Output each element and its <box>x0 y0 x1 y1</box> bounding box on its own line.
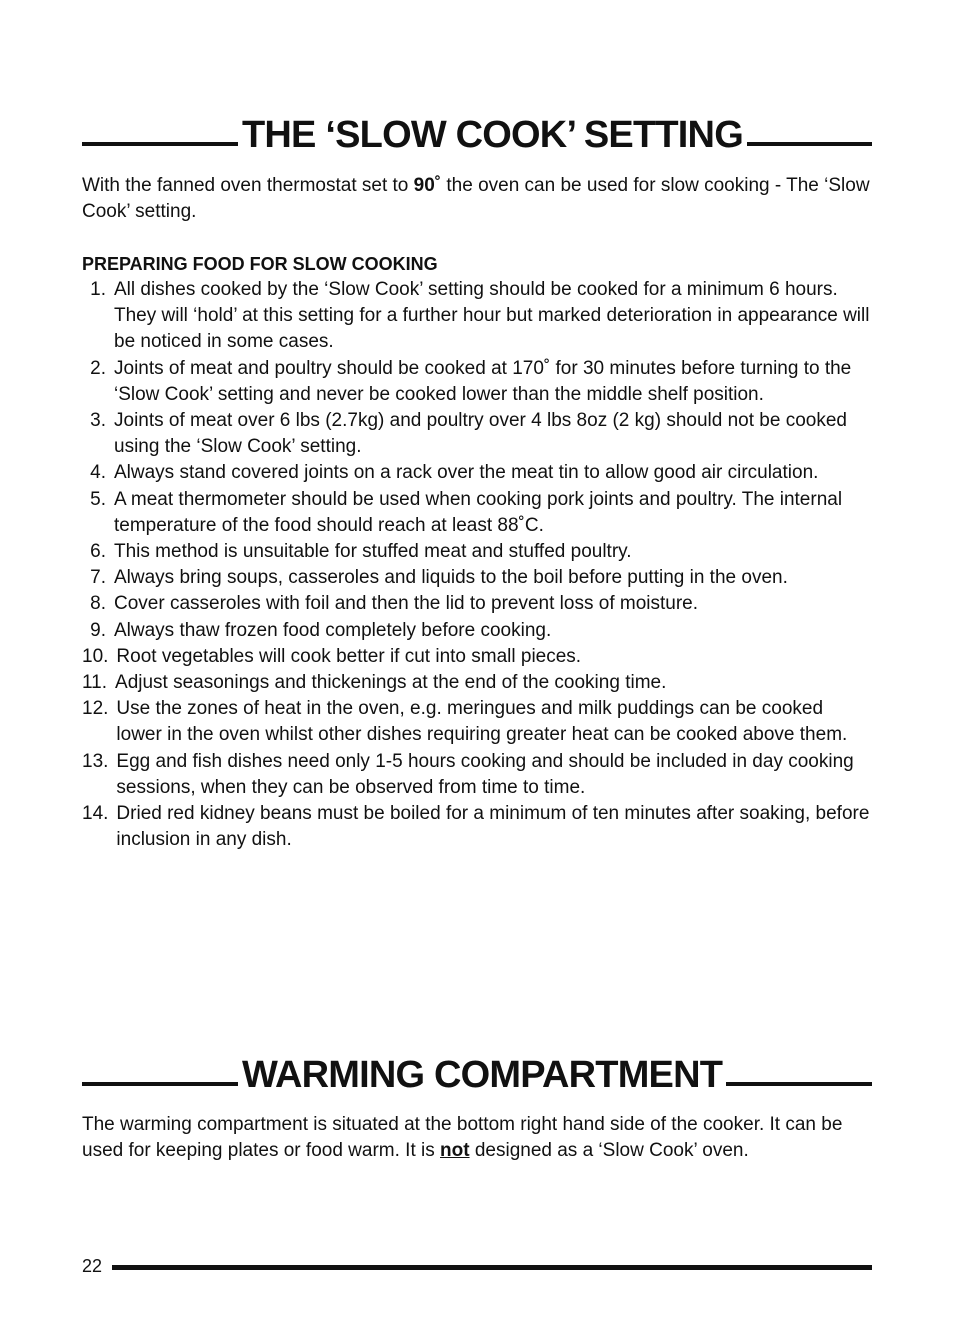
list-item <box>82 670 872 696</box>
list-item-number: 8. <box>90 593 106 615</box>
list-item <box>82 487 872 539</box>
warming-text-after: designed as a ‘Slow Cook’ oven. <box>469 1140 749 1161</box>
section-heading-warming <box>82 1045 872 1105</box>
list-item <box>82 408 872 460</box>
list-item-text: A meat thermometer should be used when cooking pork joints and poultry. The internal temperature of the food should reach at least 88˚C. <box>114 488 843 536</box>
list-item-text: Dried red kidney beans must be boiled for a minimum of ten minutes after soaking, before inclusion in any dish. <box>116 803 870 851</box>
section-heading-slow-cook <box>82 105 872 165</box>
intro-temperature: 90˚ <box>413 175 442 196</box>
list-item <box>82 277 872 356</box>
list-item-text: Use the zones of heat in the oven, e.g. meringues and milk puddings can be cooked lower in the oven whilst other dishes requiring greater heat can be cooked above them. <box>116 698 848 746</box>
heading-rule-left <box>82 142 238 146</box>
list-item <box>82 696 872 748</box>
page-footer <box>82 1253 872 1279</box>
list-item <box>82 618 872 644</box>
slow-cook-intro <box>82 173 874 225</box>
list-item-number: 6. <box>90 541 106 563</box>
list-item-number: 1. <box>90 279 106 300</box>
list-item-number: 7. <box>90 567 106 589</box>
list-item-number: 2. <box>90 357 106 379</box>
heading-rule-right <box>726 1082 872 1086</box>
list-item-number: 10. <box>82 645 109 667</box>
list-item-number: 3. <box>90 410 106 432</box>
heading-rule-right <box>747 142 872 146</box>
list-item-text: Joints of meat over 6 lbs (2.7kg) and poultry over 4 lbs 8oz (2 kg) should not be cooked using the ‘Slow Cook’ setting. <box>114 410 847 458</box>
page-number: 22 <box>82 1255 103 1276</box>
warming-text-before: The warming compartment is situated at the bottom right hand side of the cooker. It can be used for keeping plates or food warm. It is <box>82 1114 843 1161</box>
list-item-number: 5. <box>90 488 106 510</box>
list-item-text: Joints of meat and poultry should be cooked at 170˚ for 30 minutes before turning to the ‘Slow Cook’ setting and never be cooked lower than the middle shelf position. <box>114 357 852 405</box>
list-item-text: Cover casseroles with foil and then the lid to prevent loss of moisture. <box>114 593 699 615</box>
list-item <box>82 591 872 617</box>
list-item-number: 4. <box>90 462 106 484</box>
list-item-number: 9. <box>90 619 106 641</box>
footer-rule <box>112 1265 872 1270</box>
warming-description <box>82 1112 874 1164</box>
list-item-text: Always bring soups, casseroles and liquids to the boil before putting in the oven. <box>114 567 788 589</box>
list-item-text: Always thaw frozen food completely before cooking. <box>114 619 552 641</box>
list-item-text: All dishes cooked by the ‘Slow Cook’ setting should be cooked for a minimum 6 hours. They will ‘hold’ at this setting for a further hour but marked deterioration in appearance will be noticed in some cases. <box>114 279 870 353</box>
list-item <box>82 801 872 853</box>
list-item-number: 12. <box>82 698 109 720</box>
list-item-text: Root vegetables will cook better if cut into small pieces. <box>116 645 582 667</box>
section-title-warming: WARMING COMPARTMENT <box>242 1054 723 1096</box>
intro-text-before: With the fanned oven thermostat set to <box>82 175 414 196</box>
list-item-number: 14. <box>82 803 109 825</box>
list-item-number: 11. <box>82 672 108 694</box>
warming-emphasis: not <box>440 1140 470 1161</box>
list-item-text: This method is unsuitable for stuffed meat and stuffed poultry. <box>114 541 632 563</box>
slow-cook-steps-list <box>82 277 872 853</box>
list-item-text: Always stand covered joints on a rack over the meat tin to allow good air circulation. <box>114 462 819 484</box>
list-item <box>82 644 872 670</box>
list-item <box>82 460 872 486</box>
list-item-text: Adjust seasonings and thickenings at the end of the cooking time. <box>115 672 667 694</box>
section-title-slow-cook: THE ‘SLOW COOK’ SETTING <box>242 114 743 156</box>
list-item-text: Egg and fish dishes need only 1-5 hours cooking and should be included in day cooking sessions, when they can be observed from time to time. <box>116 750 854 798</box>
list-item <box>82 539 872 565</box>
list-item <box>82 356 872 408</box>
list-item <box>82 565 872 591</box>
list-item-number: 13. <box>82 750 109 772</box>
subheading-preparing-food: PREPARING FOOD FOR SLOW COOKING <box>82 254 438 274</box>
heading-rule-left <box>82 1082 238 1086</box>
intro-text-after: the oven can be used for slow cooking - The ‘Slow Cook’ setting. <box>82 175 870 222</box>
list-item <box>82 749 872 801</box>
